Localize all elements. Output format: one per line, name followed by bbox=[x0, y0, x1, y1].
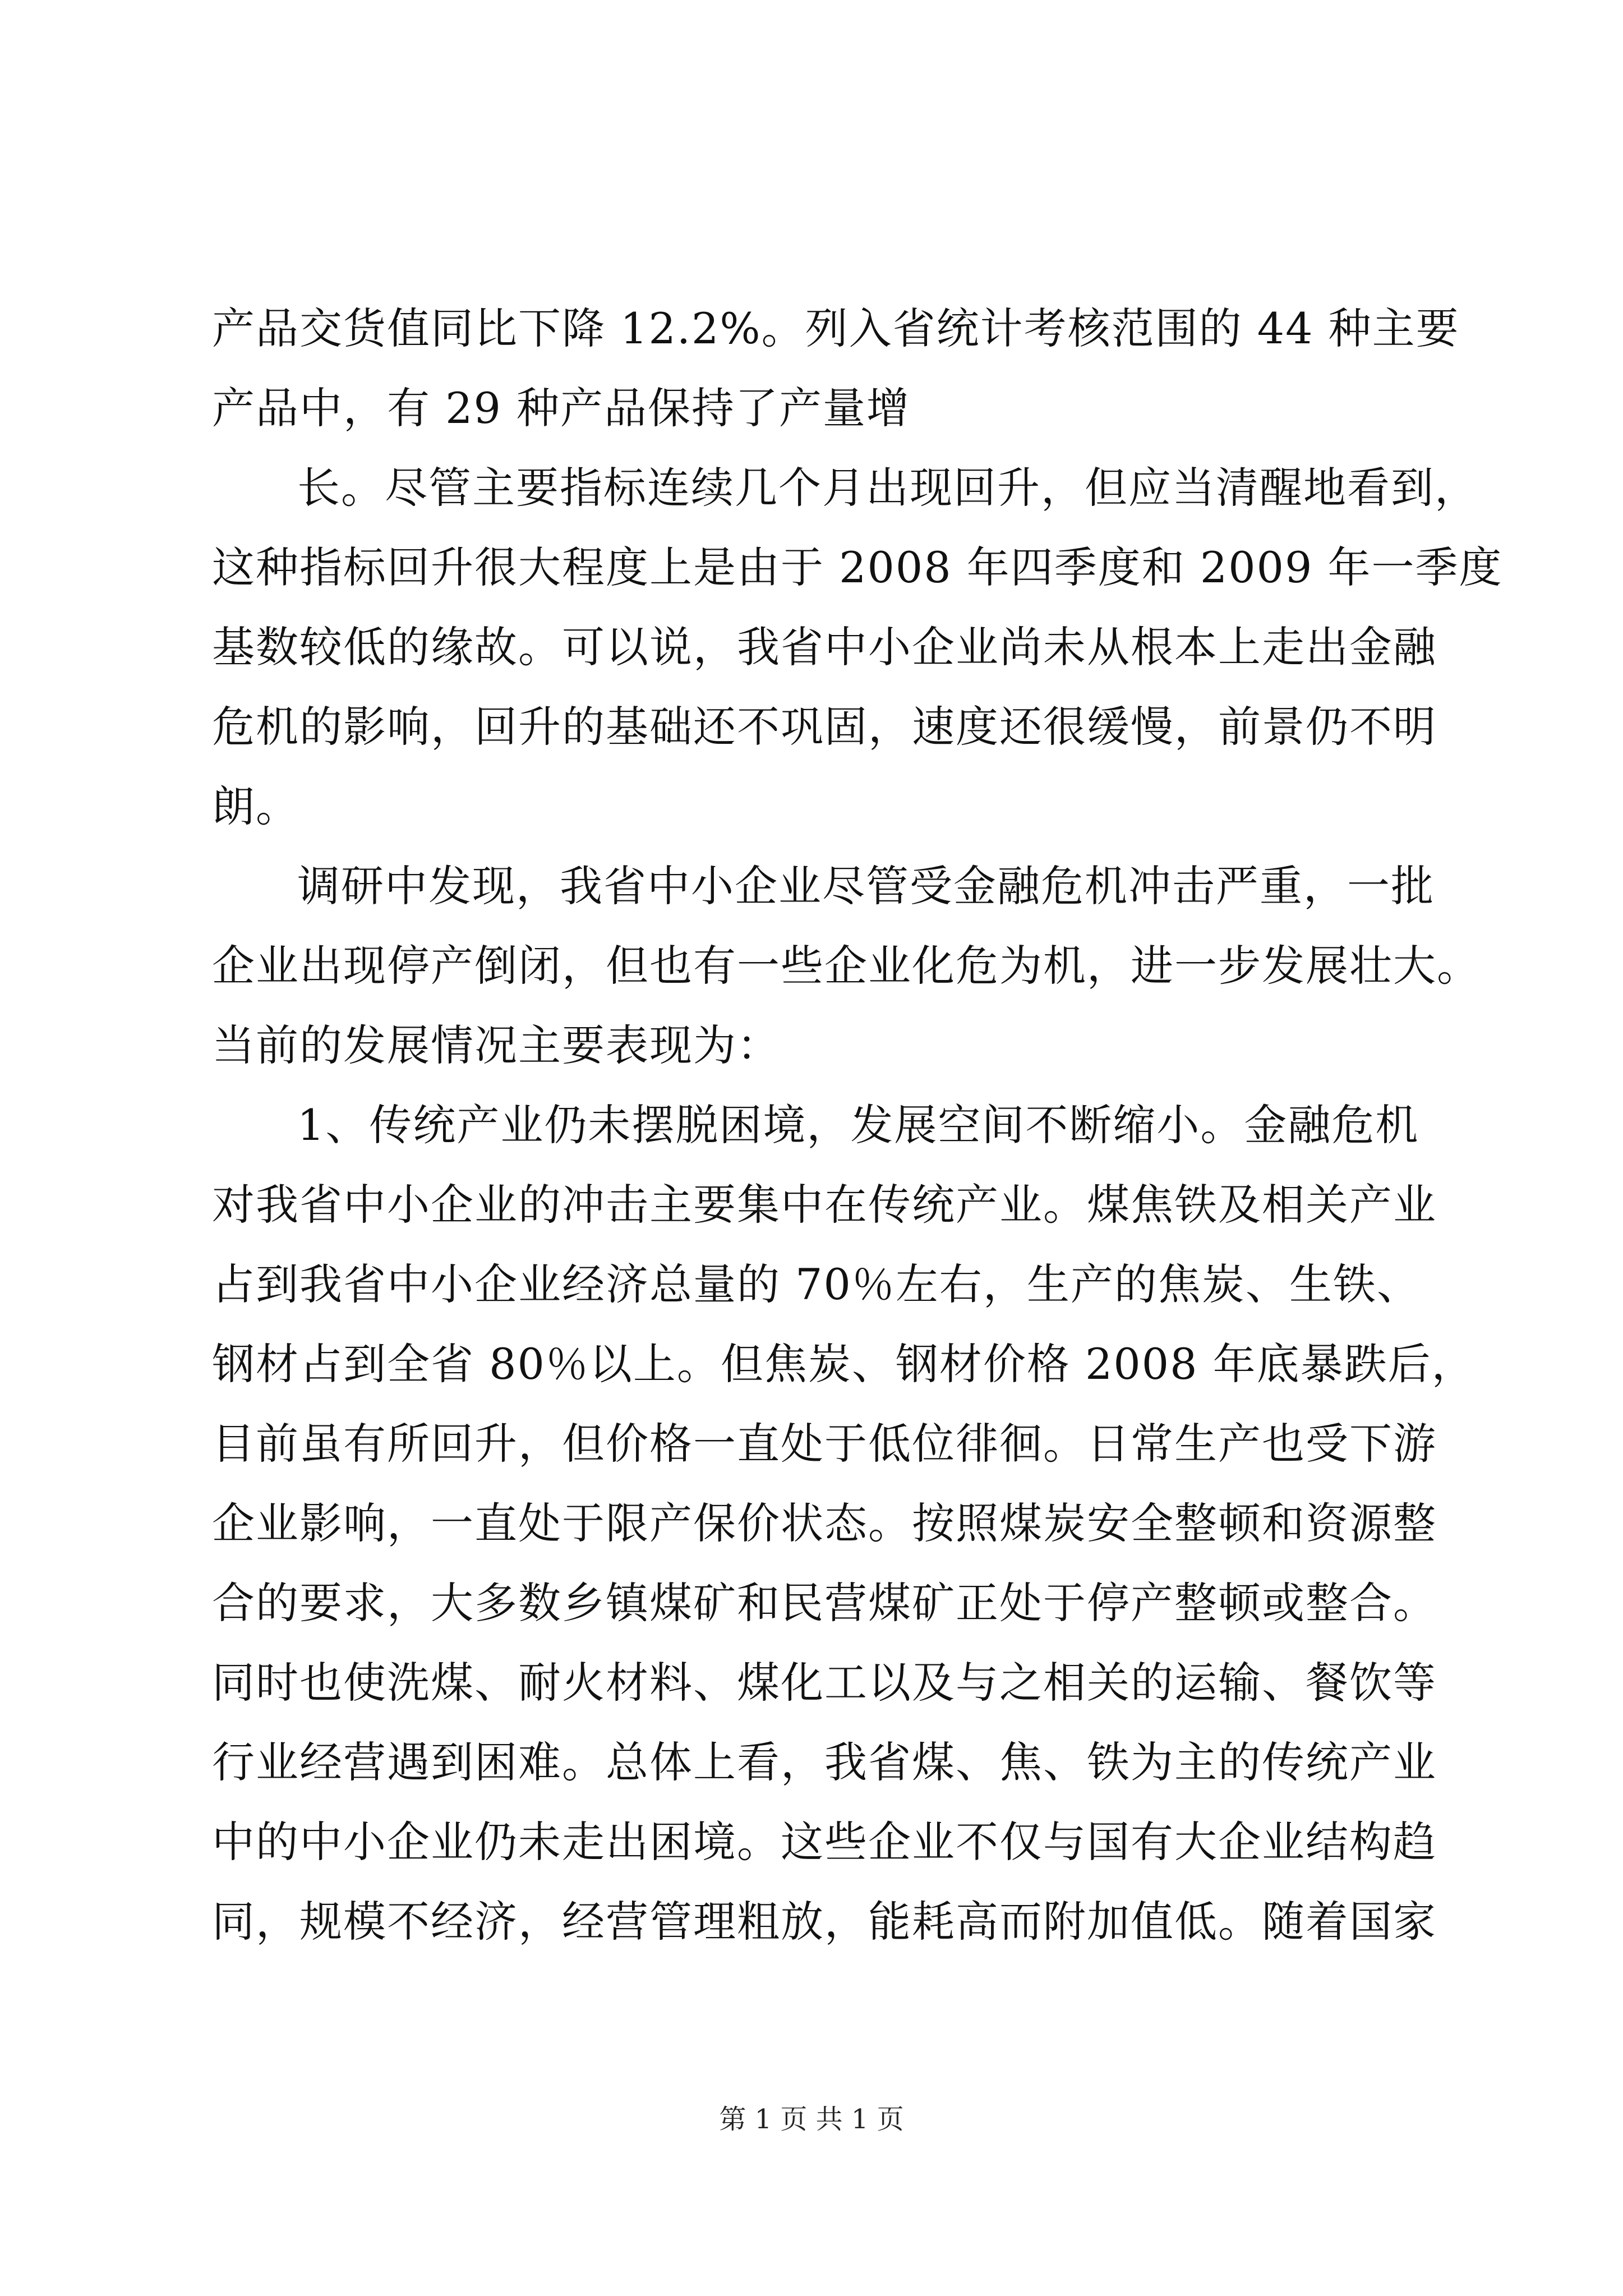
text-line: 危机的影响，回升的基础还不巩固，速度还很缓慢，前景仍不明 bbox=[212, 702, 1437, 752]
text-line: 企业影响，一直处于限产保价状态。按照煤炭安全整顿和资源整 bbox=[212, 1498, 1437, 1548]
text-line: 对我省中小企业的冲击主要集中在传统产业。煤焦铁及相关产业 bbox=[212, 1180, 1437, 1230]
text-line: 产品中，有 29 种产品保持了产量增 bbox=[212, 383, 911, 433]
text-line: 基数较低的缘故。可以说，我省中小企业尚未从根本上走出金融 bbox=[212, 622, 1437, 672]
text-line: 调研中发现，我省中小企业尽管受金融危机冲击严重，一批 bbox=[297, 861, 1435, 911]
text-line: 这种指标回升很大程度上是由于 2008 年四季度和 2009 年一季度 bbox=[212, 542, 1503, 592]
document-body bbox=[212, 289, 1503, 1962]
text-line: 目前虽有所回升，但价格一直处于低位徘徊。日常生产也受下游 bbox=[212, 1419, 1437, 1469]
text-line: 企业出现停产倒闭，但也有一些企业化危为机，进一步发展壮大。 bbox=[212, 941, 1481, 991]
text-line: 长。尽管主要指标连续几个月出现回升，但应当清醒地看到， bbox=[297, 463, 1478, 513]
text-line: 朗。 bbox=[212, 781, 299, 831]
text-line: 同，规模不经济，经营管理粗放，能耗高而附加值低。随着国家 bbox=[212, 1897, 1437, 1947]
text-line: 占到我省中小企业经济总量的 70％左右，生产的焦炭、生铁、 bbox=[212, 1259, 1421, 1309]
text-line: 同时也使洗煤、耐火材料、煤化工以及与之相关的运输、餐饮等 bbox=[212, 1658, 1437, 1708]
text-line: 产品交货值同比下降 12.2%。列入省统计考核范围的 44 种主要 bbox=[212, 303, 1460, 353]
text-line: 行业经营遇到困难。总体上看，我省煤、焦、铁为主的传统产业 bbox=[212, 1737, 1437, 1787]
page-footer bbox=[0, 2102, 1623, 2136]
text-line: 合的要求，大多数乡镇煤矿和民营煤矿正处于停产整顿或整合。 bbox=[212, 1578, 1437, 1628]
text-line: 中的中小企业仍未走出困境。这些企业不仅与国有大企业结构趋 bbox=[212, 1817, 1437, 1867]
text-line: 当前的发展情况主要表现为： bbox=[212, 1020, 781, 1070]
text-line: 钢材占到全省 80％以上。但焦炭、钢材价格 2008 年底暴跌后， bbox=[212, 1339, 1476, 1389]
text-line: 1、传统产业仍未摆脱困境，发展空间不断缩小。金融危机 bbox=[297, 1100, 1419, 1150]
page-number-label: 第 1 页 共 1 页 bbox=[719, 2104, 904, 2135]
